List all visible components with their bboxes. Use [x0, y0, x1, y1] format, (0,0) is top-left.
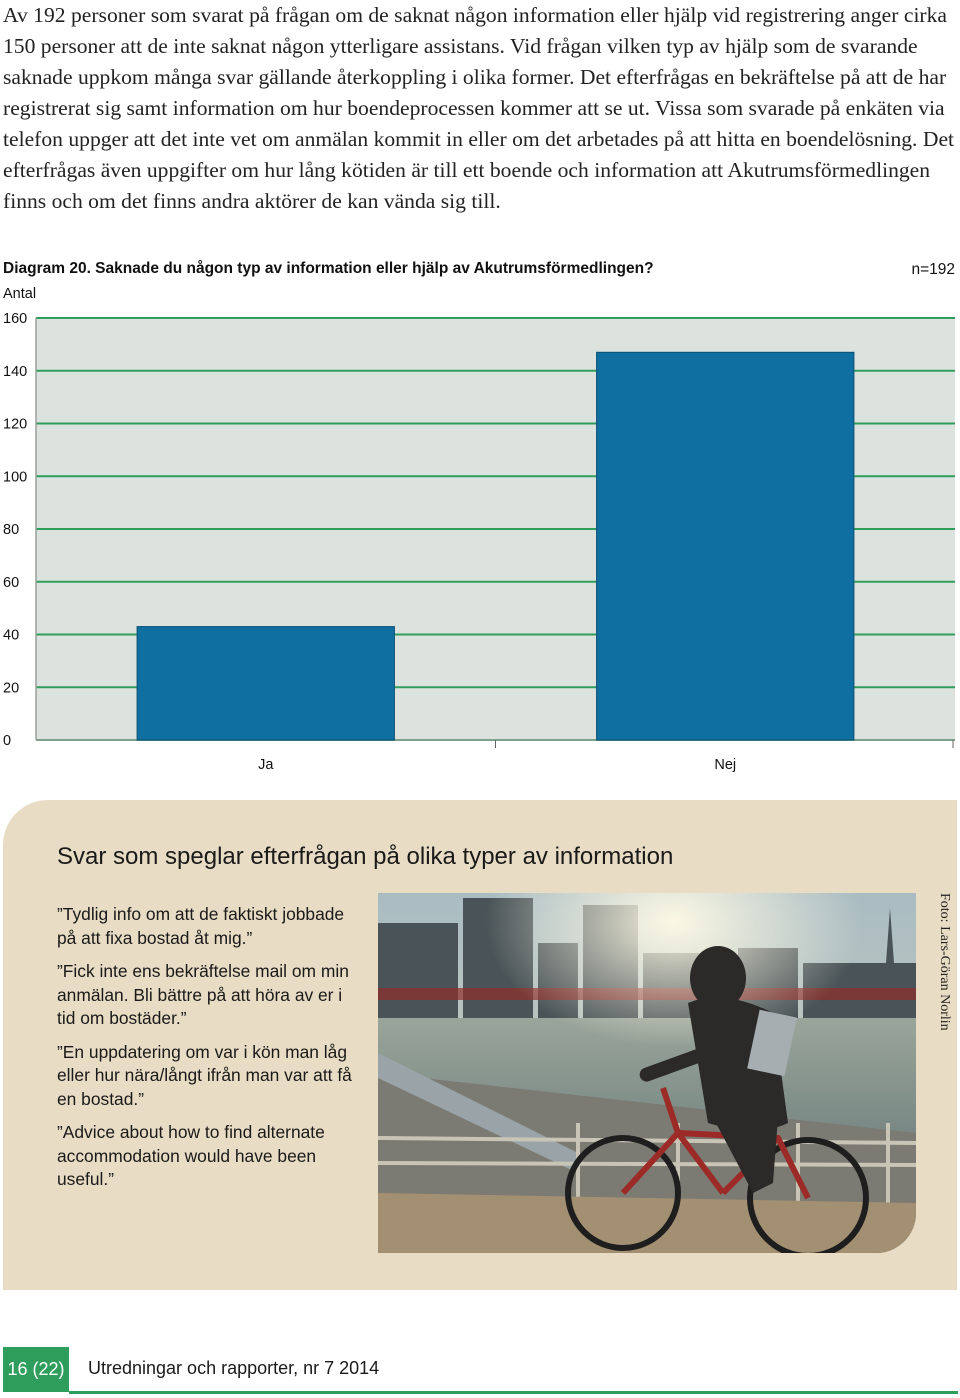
y-tick-label: 20 — [3, 680, 20, 697]
y-tick-label: 140 — [3, 363, 28, 380]
cyclist-photo — [378, 893, 916, 1253]
y-tick-label: 0 — [3, 733, 12, 749]
y-tick-label: 60 — [3, 574, 20, 591]
page-number-badge: 16 (22) — [3, 1347, 69, 1392]
y-tick-label: 40 — [3, 627, 20, 644]
bar-nej — [597, 352, 854, 740]
y-tick-label: 160 — [3, 311, 28, 327]
y-tick-label: 120 — [3, 416, 28, 433]
chart-title: Diagram 20. Saknade du någon typ av information eller hjälp av Akutrumsförmedlingen? — [3, 260, 654, 277]
footer-divider — [69, 1391, 958, 1394]
quote-item: ”Advice about how to find alternate accommodation would have been useful.” — [57, 1122, 325, 1189]
quote-item: ”En uppdatering om var i kön man låg eller hur nära/långt ifrån man var att få en bostad.” — [57, 1041, 352, 1109]
bar-ja — [137, 627, 394, 740]
photo-credit: Foto: Lars-Göran Norlin — [937, 893, 952, 1031]
bar-chart — [0, 300, 960, 780]
x-tick-label: Nej — [714, 757, 737, 773]
quote-item: ”Tydlig info om att de faktiskt jobbade på att fixa bostad åt mig.” — [57, 904, 345, 948]
y-tick-label: 80 — [3, 522, 20, 538]
y-axis-title: Antal — [3, 286, 37, 302]
x-tick-label: Ja — [258, 757, 274, 773]
intro-paragraph: Av 192 personer som svarat på frågan om de saknat någon information eller hjälp vid registrering anger cirka 150 personer att de inte saknat någon ytterligare assistans. Vid frågan vilken typ av hjälp som de svarande saknade uppkom många svar gällande återkoppling i olika former. Det efterfrågas en bekräftelse på att de har registrerat sig samt information om hur boendeprocessen kommer att se ut. Vissa som svarade på enkäten via telefon uppger att det inte vet om anmälan kommit in eller om det arbetades på att hitta en boendelösning. Det efterfrågas även uppgifter om hur lång kötiden är till ett boende och information att Akutrumsförmedlingen finns och om det finns andra aktörer de kan vända sig till. — [3, 3, 955, 213]
panel-title: Svar som speglar efterfrågan på olika typer av information — [57, 843, 674, 870]
y-tick-label: 100 — [3, 469, 28, 486]
quote-list — [57, 903, 357, 1202]
chart-sample-size: n=192 — [911, 261, 955, 278]
publication-title: Utredningar och rapporter, nr 7 2014 — [88, 1358, 380, 1378]
quote-item: ”Fick inte ens bekräftelse mail om min anmälan. Bli bättre på att höra av er i tid om bostäder.” — [57, 961, 349, 1028]
